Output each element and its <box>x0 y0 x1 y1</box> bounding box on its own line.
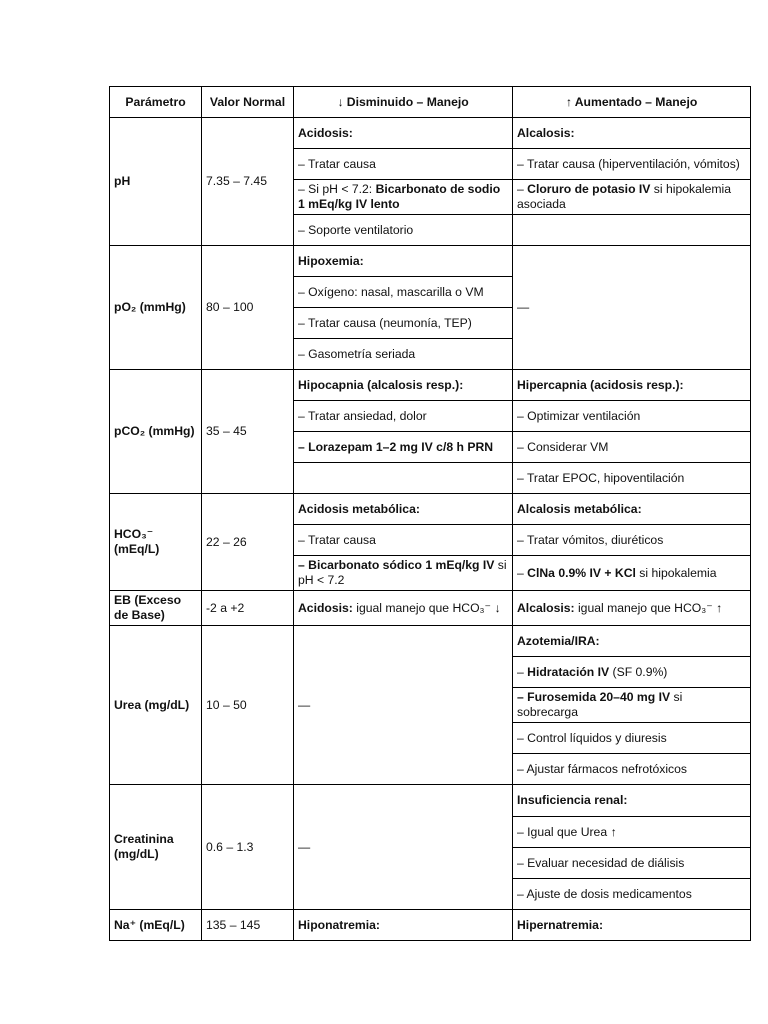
dec-cell: Hipocapnia (alcalosis resp.): <box>294 370 513 401</box>
inc-cell <box>513 215 751 246</box>
dec-cell: Hiponatremia: <box>294 910 513 941</box>
inc-cell <box>513 556 751 591</box>
header-aumentado: ↑ Aumentado – Manejo <box>513 87 751 118</box>
table-row <box>110 246 751 277</box>
dec-cell: Acidosis: <box>294 118 513 149</box>
dec-cell <box>294 463 513 494</box>
header-parametro: Parámetro <box>110 87 202 118</box>
inc-text: – <box>517 565 528 580</box>
inc-drug: – Furosemida 20–40 mg IV <box>517 690 671 704</box>
dec-cell: – Lorazepam 1–2 mg IV c/8 h PRN <box>294 432 513 463</box>
dec-drug: – Bicarbonato sódico 1 mEq/kg IV <box>298 558 495 572</box>
dec-cell <box>294 180 513 215</box>
dec-cell: — <box>294 785 513 910</box>
inc-cell: Azotemia/IRA: <box>513 626 751 657</box>
dec-cell <box>294 556 513 591</box>
inc-text: si sobrecarga <box>517 690 683 719</box>
table-row <box>110 910 751 941</box>
table-row <box>110 370 751 401</box>
dec-cell: – Tratar causa <box>294 525 513 556</box>
inc-cell <box>513 657 751 688</box>
inc-cell: – Tratar EPOC, hipoventilación <box>513 463 751 494</box>
normal-cell: 7.35 – 7.45 <box>202 118 294 246</box>
param-cell: EB (Exceso de Base) <box>110 591 202 626</box>
inc-text: si hipokalemia <box>635 565 717 580</box>
inc-text: si hipokalemia asociada <box>517 182 732 211</box>
normal-cell: -2 a +2 <box>202 591 294 626</box>
param-cell: pO₂ (mmHg) <box>110 246 202 370</box>
dec-cell: – Tratar causa <box>294 149 513 180</box>
inc-cell: Hipernatremia: <box>513 910 751 941</box>
dec-cell: Hipoxemia: <box>294 246 513 277</box>
param-cell: Na⁺ (mEq/L) <box>110 910 202 941</box>
inc-drug: Cloruro de potasio IV <box>527 182 651 196</box>
inc-cell: Alcalosis: <box>513 118 751 149</box>
header-row <box>110 87 751 118</box>
normal-cell: 0.6 – 1.3 <box>202 785 294 910</box>
table-row <box>110 785 751 817</box>
normal-cell: 80 – 100 <box>202 246 294 370</box>
inc-cell: – Considerar VM <box>513 432 751 463</box>
inc-cell: – Tratar causa (hiperventilación, vómitos) <box>513 149 751 180</box>
normal-cell: 135 – 145 <box>202 910 294 941</box>
inc-cell: – Optimizar ventilación <box>513 401 751 432</box>
dec-drug: Bicarbonato de sodio 1 mEq/kg IV lento <box>298 182 501 211</box>
param-cell: Creatinina (mg/dL) <box>110 785 202 910</box>
table-row <box>110 118 751 149</box>
inc-cell <box>513 180 751 215</box>
header-disminuido: ↓ Disminuido – Manejo <box>294 87 513 118</box>
normal-cell: 10 – 50 <box>202 626 294 785</box>
param-cell: pCO₂ (mmHg) <box>110 370 202 494</box>
dec-cell: – Soporte ventilatorio <box>294 215 513 246</box>
table-row <box>110 494 751 525</box>
param-cell: pH <box>110 118 202 246</box>
dec-cell: – Tratar ansiedad, dolor <box>294 401 513 432</box>
dec-cell: – Gasometría seriada <box>294 339 513 370</box>
inc-cell: – Ajustar fármacos nefrotóxicos <box>513 754 751 785</box>
inc-cell: – Evaluar necesidad de diálisis <box>513 848 751 879</box>
inc-drug: ClNa 0.9% IV + KCl <box>527 565 636 580</box>
table-row <box>110 591 751 626</box>
normal-cell: 35 – 45 <box>202 370 294 494</box>
param-cell: HCO₃⁻ (mEq/L) <box>110 494 202 591</box>
header-valor-normal: Valor Normal <box>202 87 294 118</box>
dec-cell <box>294 591 513 626</box>
inc-drug: Hidratación IV <box>527 664 610 679</box>
dec-cell: — <box>294 626 513 785</box>
param-cell: Urea (mg/dL) <box>110 626 202 785</box>
inc-label: Alcalosis: <box>517 600 575 615</box>
dec-text: igual manejo que HCO₃⁻ ↓ <box>352 600 501 615</box>
dec-cell: Acidosis metabólica: <box>294 494 513 525</box>
inc-cell <box>513 591 751 626</box>
inc-cell: Alcalosis metabólica: <box>513 494 751 525</box>
inc-cell: Hipercapnia (acidosis resp.): <box>513 370 751 401</box>
inc-cell: Insuficiencia renal: <box>513 785 751 817</box>
table-row <box>110 626 751 657</box>
inc-cell: – Igual que Urea ↑ <box>513 817 751 848</box>
inc-text: – <box>517 182 528 196</box>
inc-cell: – Tratar vómitos, diuréticos <box>513 525 751 556</box>
dec-cell: – Oxígeno: nasal, mascarilla o VM <box>294 277 513 308</box>
inc-cell <box>513 688 751 723</box>
dec-label: Acidosis: <box>298 600 353 615</box>
inc-text: (SF 0.9%) <box>609 664 668 679</box>
inc-cell: – Ajuste de dosis medicamentos <box>513 879 751 910</box>
inc-text: – <box>517 664 528 679</box>
dec-text: si pH < 7.2 <box>298 558 507 587</box>
inc-cell: – Control líquidos y diuresis <box>513 723 751 754</box>
inc-text: igual manejo que HCO₃⁻ ↑ <box>574 600 723 615</box>
dec-text: – Si pH < 7.2: <box>298 182 376 196</box>
dec-cell: – Tratar causa (neumonía, TEP) <box>294 308 513 339</box>
lab-values-table <box>109 86 751 941</box>
inc-cell: — <box>513 246 751 370</box>
normal-cell: 22 – 26 <box>202 494 294 591</box>
